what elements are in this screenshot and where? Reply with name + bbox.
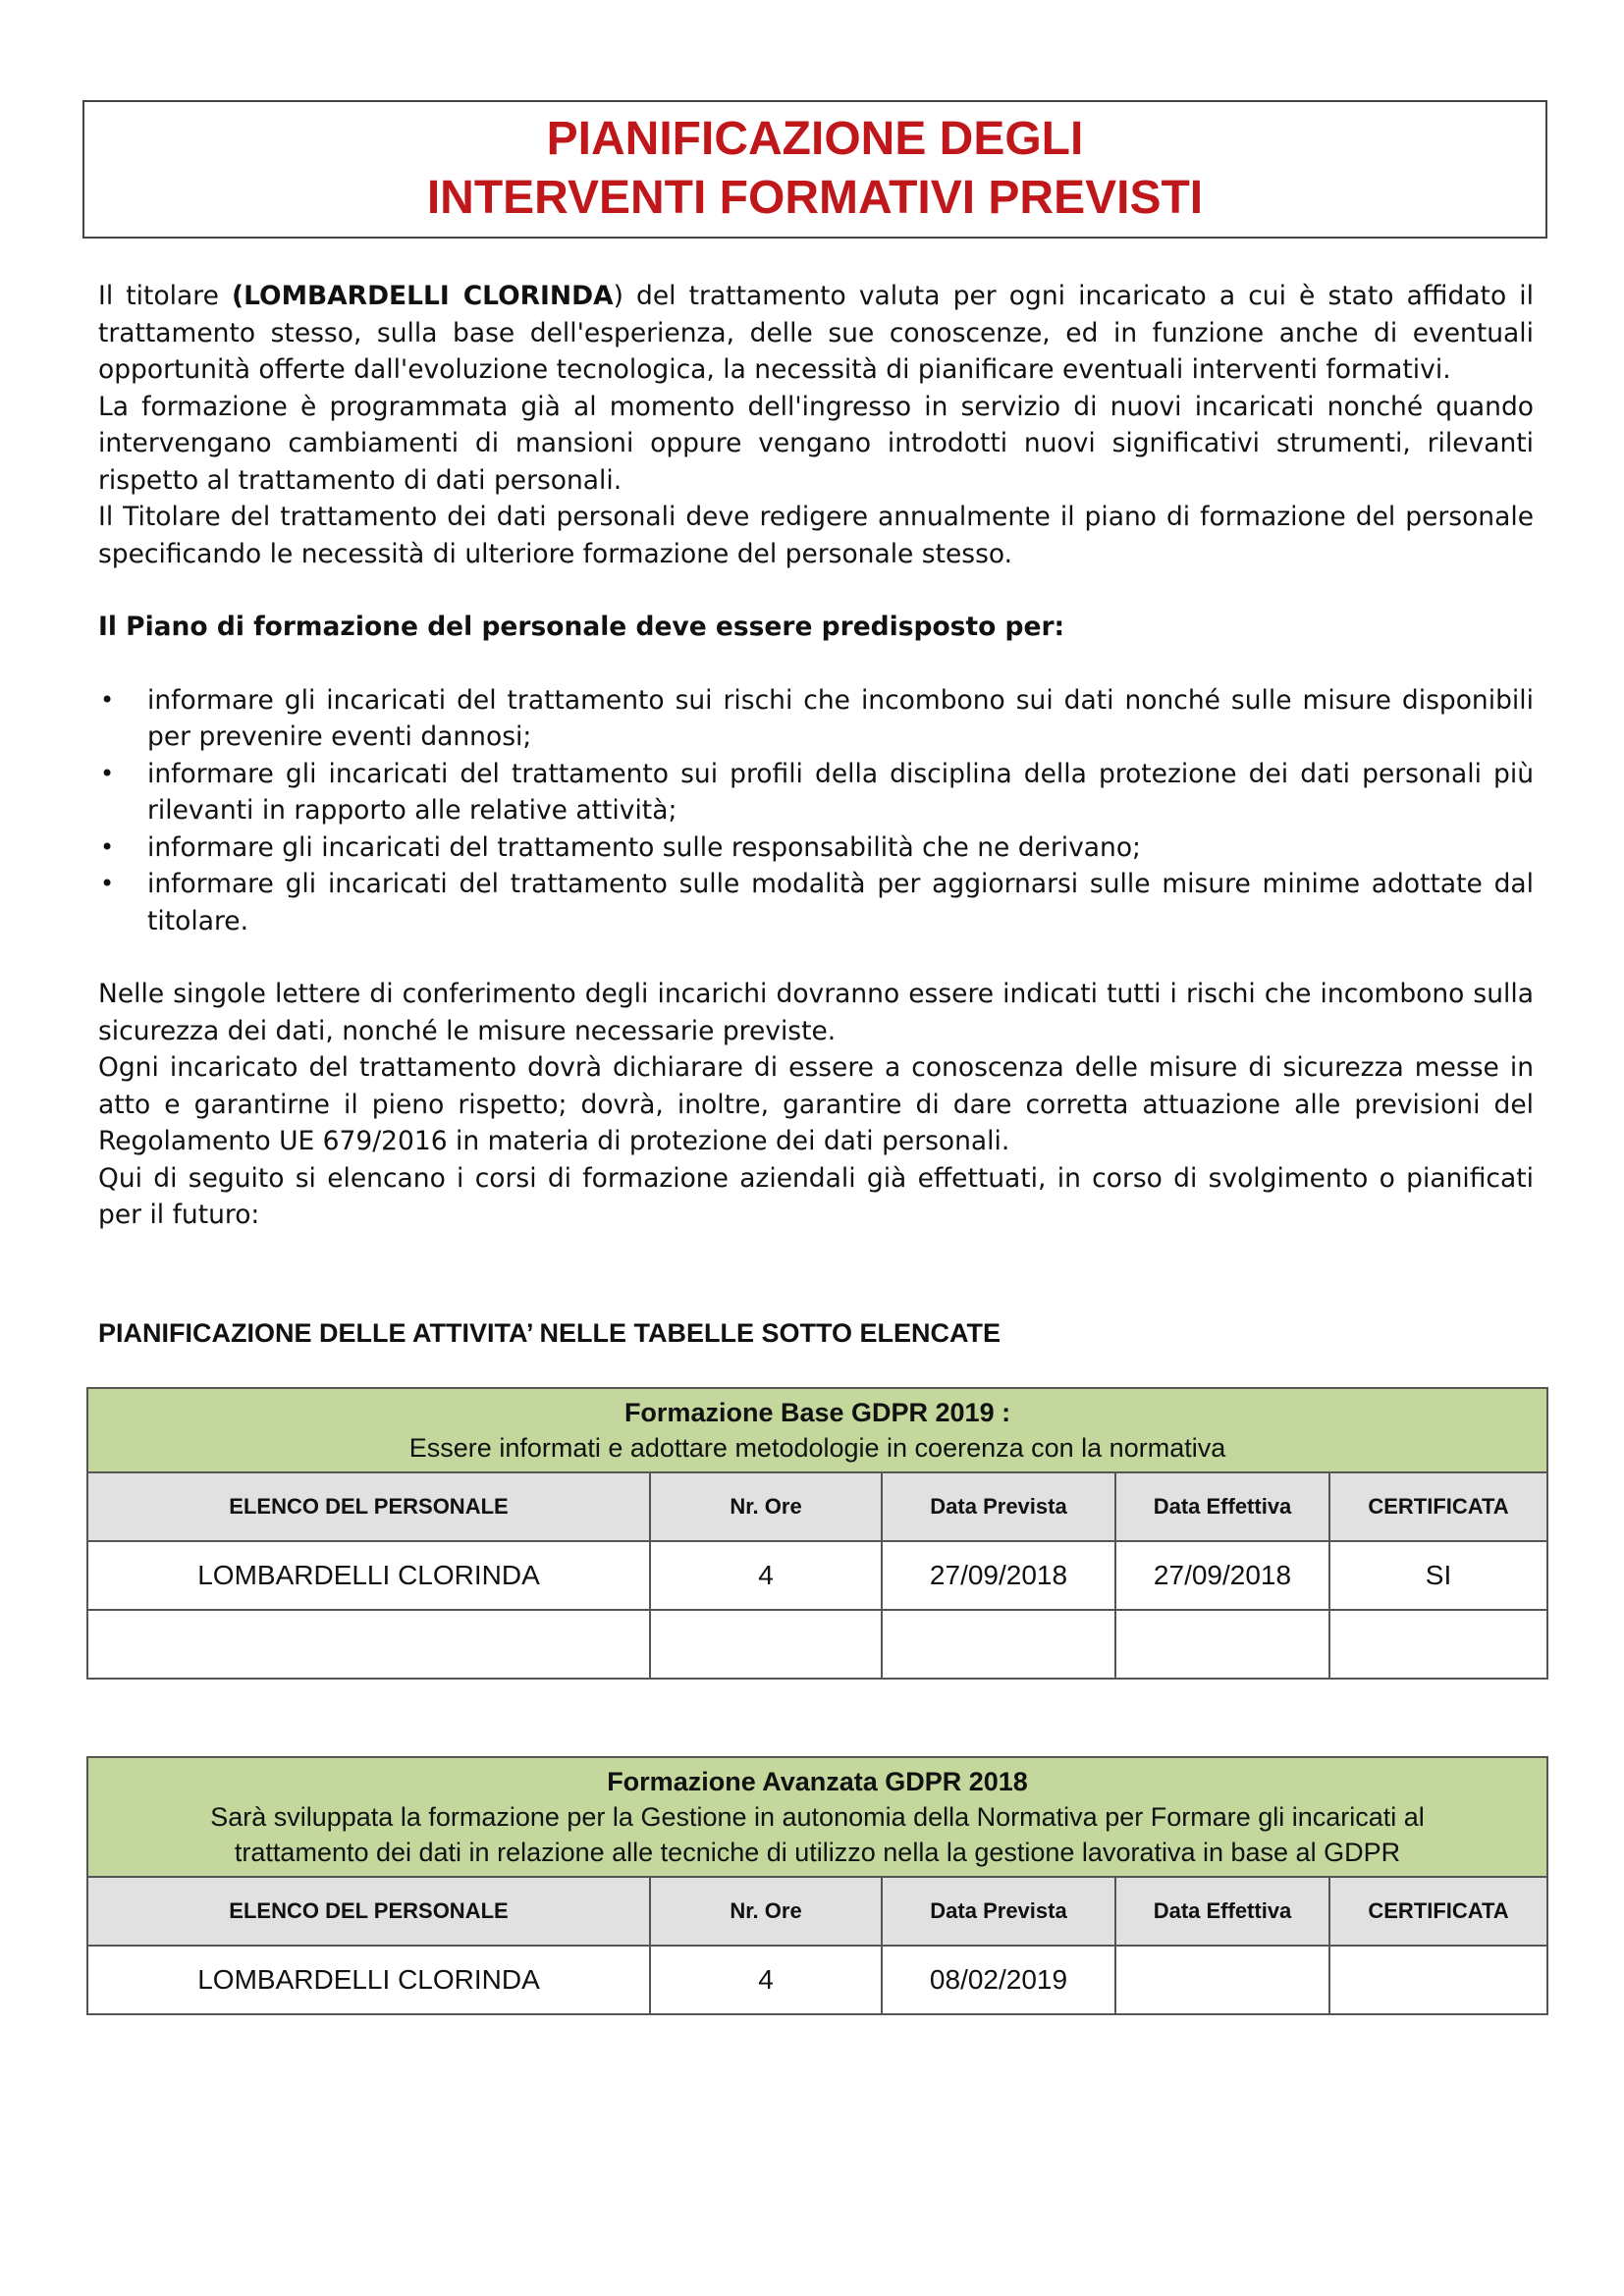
bullet-item: • informare gli incaricati del trattamento sui profili della disciplina della protezione dei dati personali più rilevanti in rapporto alle relative attività; xyxy=(98,756,1534,829)
table-cell: LOMBARDELLI CLORINDA xyxy=(87,1946,650,2014)
table-subtitle-line-2: trattamento dei dati in relazione alle tecniche di utilizzo nella la gestione lavorativa in base al GDPR xyxy=(234,1838,1401,1867)
intro-paragraph-2: La formazione è programmata già al momento dell'ingresso in servizio di nuovi incaricati nonché quando intervengano cambiamenti di mansioni oppure vengano introdotti nuovi significativi strumenti, rilevanti rispetto al trattamento di dati personali. xyxy=(98,391,1534,496)
table-cell xyxy=(1329,1946,1547,2014)
column-header: CERTIFICATA xyxy=(1329,1472,1547,1541)
table-cell xyxy=(1115,1946,1329,2014)
table-cell: LOMBARDELLI CLORINDA xyxy=(87,1541,650,1610)
activities-heading: PIANIFICAZIONE DELLE ATTIVITA’ NELLE TABELLE SOTTO ELENCATE xyxy=(98,1318,1001,1348)
column-header: Data Prevista xyxy=(882,1877,1115,1946)
table-cell: 4 xyxy=(650,1946,882,2014)
table-header-row xyxy=(87,1472,1547,1541)
table-cell: 27/09/2018 xyxy=(882,1541,1115,1610)
table-title-cell xyxy=(87,1388,1547,1472)
closing-paragraph-2: Ogni incaricato del trattamento dovrà dichiarare di essere a conoscenza delle misure di sicurezza messe in atto e garantirne il pieno rispetto; dovrà, inoltre, garantire di dare corretta attuazione alle previsioni del Regolamento UE 679/2016 in materia di protezione dei dati personali. xyxy=(98,1052,1534,1156)
table-cell xyxy=(650,1610,882,1679)
intro-text-end: ) del trattamento valuta per ogni incaricato a cui è stato affidato il trattamento stesso, sulla base dell'esperienza, delle sue conoscenze, ed in funzione anche di eventuali opportunità offerte dall'evoluzione tecnologica, la necessità di pianificare eventuali interventi formativi. xyxy=(98,281,1535,385)
training-table-advanced xyxy=(86,1756,1548,2015)
table-cell: 4 xyxy=(650,1541,882,1610)
table-row xyxy=(87,1946,1547,2014)
closing-paragraph-3: Qui di seguito si elencano i corsi di formazione aziendali già effettuati, in corso di svolgimento o pianificati per il futuro: xyxy=(98,1162,1534,1230)
intro-paragraph-1 xyxy=(98,278,1534,389)
table-row xyxy=(87,1541,1547,1610)
intro-paragraph-3: Il Titolare del trattamento dei dati personali deve redigere annualmente il piano di formazione del personale specificando le necessità di ulteriore formazione del personale stesso. xyxy=(98,502,1534,569)
column-header: Data Effettiva xyxy=(1115,1472,1329,1541)
table-cell: 27/09/2018 xyxy=(1115,1541,1329,1610)
title-line-2: INTERVENTI FORMATIVI PREVISTI xyxy=(426,172,1204,224)
table-cell xyxy=(1329,1610,1547,1679)
table-cell xyxy=(87,1610,650,1679)
title-line-1: PIANIFICAZIONE DEGLI xyxy=(546,113,1084,165)
title-box xyxy=(82,100,1547,239)
column-header: Nr. Ore xyxy=(650,1877,882,1946)
table-title-cell xyxy=(87,1757,1547,1877)
column-header: ELENCO DEL PERSONALE xyxy=(87,1472,650,1541)
table-cell xyxy=(882,1610,1115,1679)
bullet-icon: • xyxy=(100,832,115,861)
table-header-row xyxy=(87,1877,1547,1946)
plan-bullet-list xyxy=(98,682,1534,940)
bullet-icon: • xyxy=(100,685,115,714)
bullet-item: • informare gli incaricati del trattamento sulle modalità per aggiornarsi sulle misure minime adottate dal titolare. xyxy=(98,866,1534,939)
plan-heading: Il Piano di formazione del personale deve essere predisposto per: xyxy=(98,612,1065,642)
table-row xyxy=(87,1610,1547,1679)
table-subtitle-line-1: Sarà sviluppata la formazione per la Gestione in autonomia della Normativa per Formare gli incaricati al xyxy=(210,1802,1425,1832)
column-header: CERTIFICATA xyxy=(1329,1877,1547,1946)
table-title: Formazione Base GDPR 2019 : xyxy=(623,1398,1011,1427)
bullet-icon: • xyxy=(100,759,115,787)
closing-paragraph-1: Nelle singole lettere di conferimento degli incarichi dovranno essere indicati tutti i rischi che incombono sulla sicurezza dei dati, nonché le misure necessarie previste. xyxy=(98,979,1534,1046)
column-header: Nr. Ore xyxy=(650,1472,882,1541)
table-cell: 08/02/2019 xyxy=(882,1946,1115,2014)
table-subtitle: Essere informati e adottare metodologie in coerenza con la normativa xyxy=(408,1433,1226,1463)
intro-section xyxy=(98,278,1534,1234)
bullet-icon: • xyxy=(100,870,115,897)
bullet-item: • informare gli incaricati del trattamento sui rischi che incombono sui dati nonché sulle misure disponibili per prevenire eventi dannosi; xyxy=(98,682,1534,756)
training-table-base xyxy=(86,1387,1548,1680)
table-cell xyxy=(1115,1610,1329,1679)
table-cell: SI xyxy=(1329,1541,1547,1610)
column-header: Data Effettiva xyxy=(1115,1877,1329,1946)
bullet-item: • informare gli incaricati del trattamento sulle responsabilità che ne derivano; xyxy=(98,829,1534,867)
column-header: Data Prevista xyxy=(882,1472,1115,1541)
intro-text-start: Il titolare xyxy=(98,281,232,311)
owner-name: (LOMBARDELLI CLORINDA xyxy=(232,281,614,311)
table-title: Formazione Avanzata GDPR 2018 xyxy=(607,1767,1028,1796)
column-header: ELENCO DEL PERSONALE xyxy=(87,1877,650,1946)
